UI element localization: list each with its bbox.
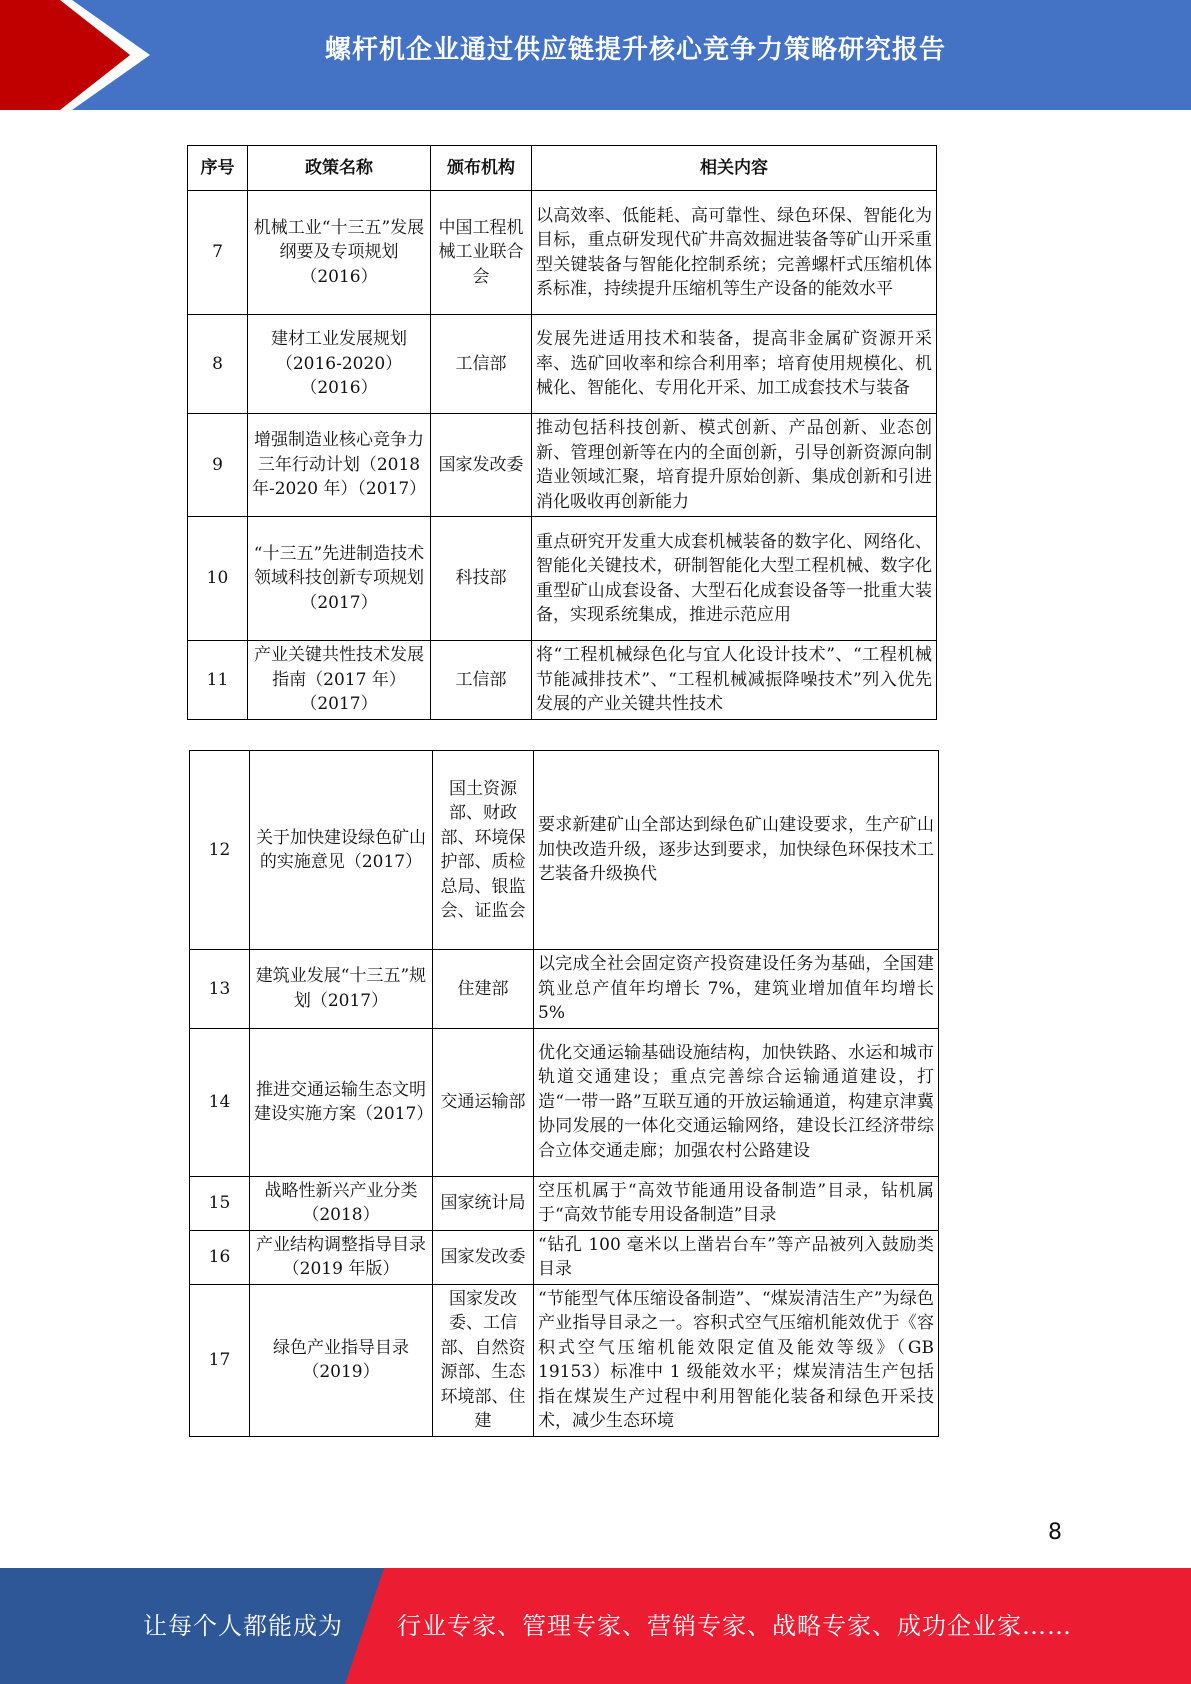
table-header-row — [188, 146, 937, 191]
cell-serial: 12 — [190, 751, 250, 950]
cell-content: “钻孔 100 毫米以上凿岩台车”等产品被列入鼓励类目录 — [534, 1230, 939, 1284]
table-row — [188, 191, 937, 315]
cell-agency: 国家统计局 — [433, 1176, 534, 1230]
table-row — [190, 1176, 939, 1230]
cell-serial: 7 — [188, 191, 248, 315]
cell-serial: 13 — [190, 950, 250, 1029]
cell-policy-name: 关于加快建设绿色矿山的实施意见（2017） — [250, 751, 433, 950]
cell-serial: 10 — [188, 517, 248, 641]
cell-agency: 国家发改委 — [431, 414, 532, 517]
chevron-arrow-icon — [0, 0, 150, 110]
cell-policy-name: 产业关键共性技术发展指南（2017 年）（2017） — [248, 641, 431, 720]
header-policy-name: 政策名称 — [248, 146, 431, 191]
footer-lead-text: 让每个人都能成为 — [143, 1612, 343, 1640]
cell-policy-name: 绿色产业指导目录（2019） — [250, 1284, 433, 1436]
cell-content: 以高效率、低能耗、高可靠性、绿色环保、智能化为目标，重点研发现代矿井高效掘进装备等矿山开采重型关键装备与智能化控制系统；完善螺杆式压缩机体系标准，持续提升压缩机等生产设备的能效水平 — [532, 191, 937, 315]
header-serial: 序号 — [188, 146, 248, 191]
cell-agency: 住建部 — [433, 950, 534, 1029]
table-row — [188, 315, 937, 414]
cell-serial: 11 — [188, 641, 248, 720]
header-related-content: 相关内容 — [532, 146, 937, 191]
cell-policy-name: 建材工业发展规划（2016-2020）（2016） — [248, 315, 431, 414]
cell-content: 以完成全社会固定资产投资建设任务为基础，全国建筑业总产值年均增长 7%，建筑业增加值年均增长 5% — [534, 950, 939, 1029]
header-banner — [0, 0, 1191, 110]
cell-content: 要求新建矿山全部达到绿色矿山建设要求，生产矿山加快改造升级，逐步达到要求，加快绿色环保技术工艺装备升级换代 — [534, 751, 939, 950]
footer-tagline: 行业专家、管理专家、营销专家、战略专家、成功企业家…… — [397, 1612, 1072, 1640]
cell-content: “节能型气体压缩设备制造”、“煤炭清洁生产”为绿色产业指导目录之一。容积式空气压缩机能效优于《容积式空气压缩机能效限定值及能效等级》（GB 19153）标准中 1 级能效水平；煤炭清洁生产包括指在煤炭生产过程中利用智能化装备和绿色开采技术，减少生态环境 — [534, 1284, 939, 1436]
report-title: 螺杆机企业通过供应链提升核心竞争力策略研究报告 — [324, 35, 946, 65]
cell-agency: 中国工程机械工业联合会 — [431, 191, 532, 315]
policy-table-part-1 — [187, 145, 937, 720]
header-issuing-agency: 颁布机构 — [431, 146, 532, 191]
cell-content: 发展先进适用技术和装备，提高非金属矿资源开采率、选矿回收率和综合利用率；培育使用规模化、机械化、智能化、专用化开采、加工成套技术与装备 — [532, 315, 937, 414]
table-row — [190, 1284, 939, 1436]
cell-serial: 14 — [190, 1028, 250, 1176]
cell-policy-name: 推进交通运输生态文明建设实施方案（2017） — [250, 1028, 433, 1176]
cell-agency: 国家发改委、工信部、自然资源部、生态环境部、住建 — [433, 1284, 534, 1436]
cell-policy-name: 机械工业“十三五”发展纲要及专项规划（2016） — [248, 191, 431, 315]
table-row — [190, 950, 939, 1029]
cell-policy-name: “十三五”先进制造技术领域科技创新专项规划（2017） — [248, 517, 431, 641]
table-row — [190, 751, 939, 950]
policy-table-part-2 — [189, 750, 939, 1437]
cell-serial: 15 — [190, 1176, 250, 1230]
cell-agency: 国土资源部、财政部、环境保护部、质检总局、银监会、证监会 — [433, 751, 534, 950]
cell-content: 推动包括科技创新、模式创新、产品创新、业态创新、管理创新等在内的全面创新，引导创新资源向制造业领域汇聚，培育提升原始创新、集成创新和引进消化吸收再创新能力 — [532, 414, 937, 517]
cell-policy-name: 建筑业发展“十三五”规划（2017） — [250, 950, 433, 1029]
cell-serial: 17 — [190, 1284, 250, 1436]
table-row — [190, 1028, 939, 1176]
cell-content: 优化交通运输基础设施结构，加快铁路、水运和城市轨道交通建设；重点完善综合运输通道建设，打造“一带一路”互联互通的开放运输通道，构建京津冀协同发展的一体化交通运输网络，建设长江经济带综合立体交通走廊；加强农村公路建设 — [534, 1028, 939, 1176]
cell-serial: 9 — [188, 414, 248, 517]
table-row — [188, 414, 937, 517]
table-row — [188, 517, 937, 641]
cell-agency: 科技部 — [431, 517, 532, 641]
cell-policy-name: 增强制造业核心竞争力三年行动计划（2018 年-2020 年）（2017） — [248, 414, 431, 517]
cell-serial: 8 — [188, 315, 248, 414]
cell-agency: 交通运输部 — [433, 1028, 534, 1176]
cell-policy-name: 产业结构调整指导目录（2019 年版） — [250, 1230, 433, 1284]
cell-content: 空压机属于“高效节能通用设备制造”目录，钻机属于“高效节能专用设备制造”目录 — [534, 1176, 939, 1230]
cell-agency: 工信部 — [431, 315, 532, 414]
cell-content: 重点研究开发重大成套机械装备的数字化、网络化、智能化关键技术，研制智能化大型工程机械、数字化重型矿山成套设备、大型石化成套设备等一批重大装备，实现系统集成，推进示范应用 — [532, 517, 937, 641]
cell-content: 将“工程机械绿色化与宜人化设计技术”、“工程机械节能减排技术”、“工程机械减振降噪技术”列入优先发展的产业关键共性技术 — [532, 641, 937, 720]
cell-agency: 国家发改委 — [433, 1230, 534, 1284]
footer-banner — [0, 1568, 1191, 1684]
cell-policy-name: 战略性新兴产业分类（2018） — [250, 1176, 433, 1230]
cell-serial: 16 — [190, 1230, 250, 1284]
page-number: 8 — [1048, 1520, 1062, 1545]
table-row — [190, 1230, 939, 1284]
cell-agency: 工信部 — [431, 641, 532, 720]
table-row — [188, 641, 937, 720]
